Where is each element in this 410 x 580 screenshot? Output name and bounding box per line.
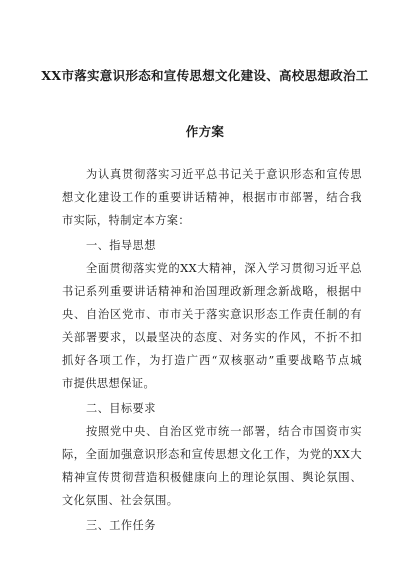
intro-line-2: 想文化建设工作的重要讲话精神，根据市市部署，结合我 — [62, 191, 362, 204]
intro-line-1: 为认真贯彻落实习近平总书记关于意识形态和宣传思 — [86, 168, 362, 181]
section1-line-2: 书记系列重要讲话精神和治国理政新理念新战略，根据中 — [62, 285, 362, 298]
document-title-line-2: 作方案 — [185, 124, 225, 139]
section-heading-guiding-ideology: 一、指导思想 — [86, 239, 156, 252]
section2-line-4: 文化氛围、社会氛围。 — [62, 494, 179, 507]
intro-line-3: 市实际，特制定本方案： — [62, 214, 191, 227]
section1-line-6: 市提供思想保证。 — [62, 377, 156, 390]
section1-line-5: 抓好各项工作，为打造广西“双核驱动”重要战略节点城 — [62, 354, 362, 367]
section1-line-1: 全面贯彻落实党的XX大精神，深入学习贯彻习近平总 — [86, 262, 362, 275]
section1-line-4: 关部署要求，以最坚决的态度、对务实的作风，不折不扣 — [62, 331, 362, 344]
document-title-line-1: XX市落实意识形态和宣传思想文化建设、高校思想政治工 — [41, 68, 369, 83]
section2-line-3: 精神宣传贯彻营造积极健康向上的理论氛围、舆论氛围、 — [62, 471, 362, 484]
section2-line-1: 按照党中央、自治区党市统一部署，结合市国资市实 — [86, 425, 362, 438]
section2-line-2: 际，全面加强意识形态和宣传思想文化工作，为党的XX大 — [62, 448, 362, 461]
section-heading-goals: 二、目标要求 — [86, 402, 156, 415]
section1-line-3: 央、自治区党市、市市关于落实意识形态工作责任制的有 — [62, 308, 362, 321]
section-heading-tasks: 三、工作任务 — [86, 519, 156, 532]
